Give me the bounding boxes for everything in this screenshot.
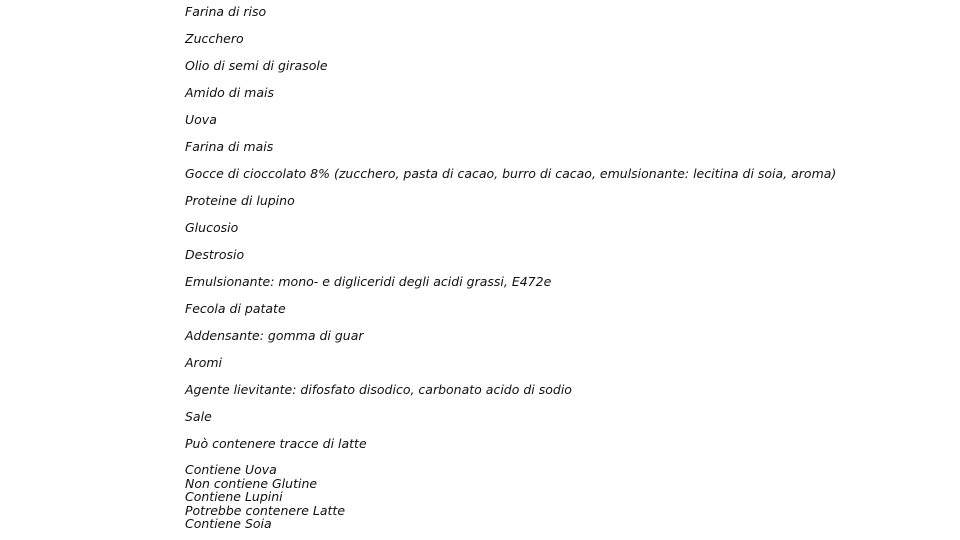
ingredient-item: Può contenere tracce di latte: [185, 436, 367, 451]
ingredient-item: Agente lievitante: difosfato disodico, carbonato acido di sodio: [185, 382, 572, 397]
ingredient-item: Proteine di lupino: [185, 193, 295, 208]
allergen-item: Potrebbe contenere Latte: [185, 502, 346, 518]
ingredient-item: Uova: [185, 112, 217, 127]
ingredient-item: Glucosio: [185, 220, 239, 235]
ingredient-item: Addensante: gomma di guar: [185, 328, 364, 343]
ingredient-item: Gocce di cioccolato 8% (zucchero, pasta di cacao, burro di cacao, emulsionante: lecitina di soia, aroma): [185, 166, 837, 181]
ingredient-item: Farina di riso: [185, 4, 267, 19]
ingredient-item: Aromi: [185, 355, 222, 370]
ingredient-item: Zucchero: [185, 31, 244, 46]
ingredient-item: Fecola di patate: [185, 301, 286, 316]
ingredient-item: Olio di semi di girasole: [185, 58, 328, 73]
allergen-list: [185, 463, 345, 531]
ingredient-item: Destrosio: [185, 247, 245, 262]
ingredients-list: [185, 4, 836, 463]
allergen-item: Non contiene Glutine: [185, 475, 318, 491]
ingredient-item: Farina di mais: [185, 139, 274, 154]
ingredient-item: Amido di mais: [185, 85, 274, 100]
allergen-item: Contiene Soia: [185, 516, 272, 531]
ingredient-item: Sale: [185, 409, 212, 424]
allergen-item: Contiene Lupini: [185, 489, 283, 504]
allergen-item: Contiene Uova: [185, 462, 277, 477]
ingredient-item: Emulsionante: mono- e digliceridi degli acidi grassi, E472e: [185, 274, 552, 289]
